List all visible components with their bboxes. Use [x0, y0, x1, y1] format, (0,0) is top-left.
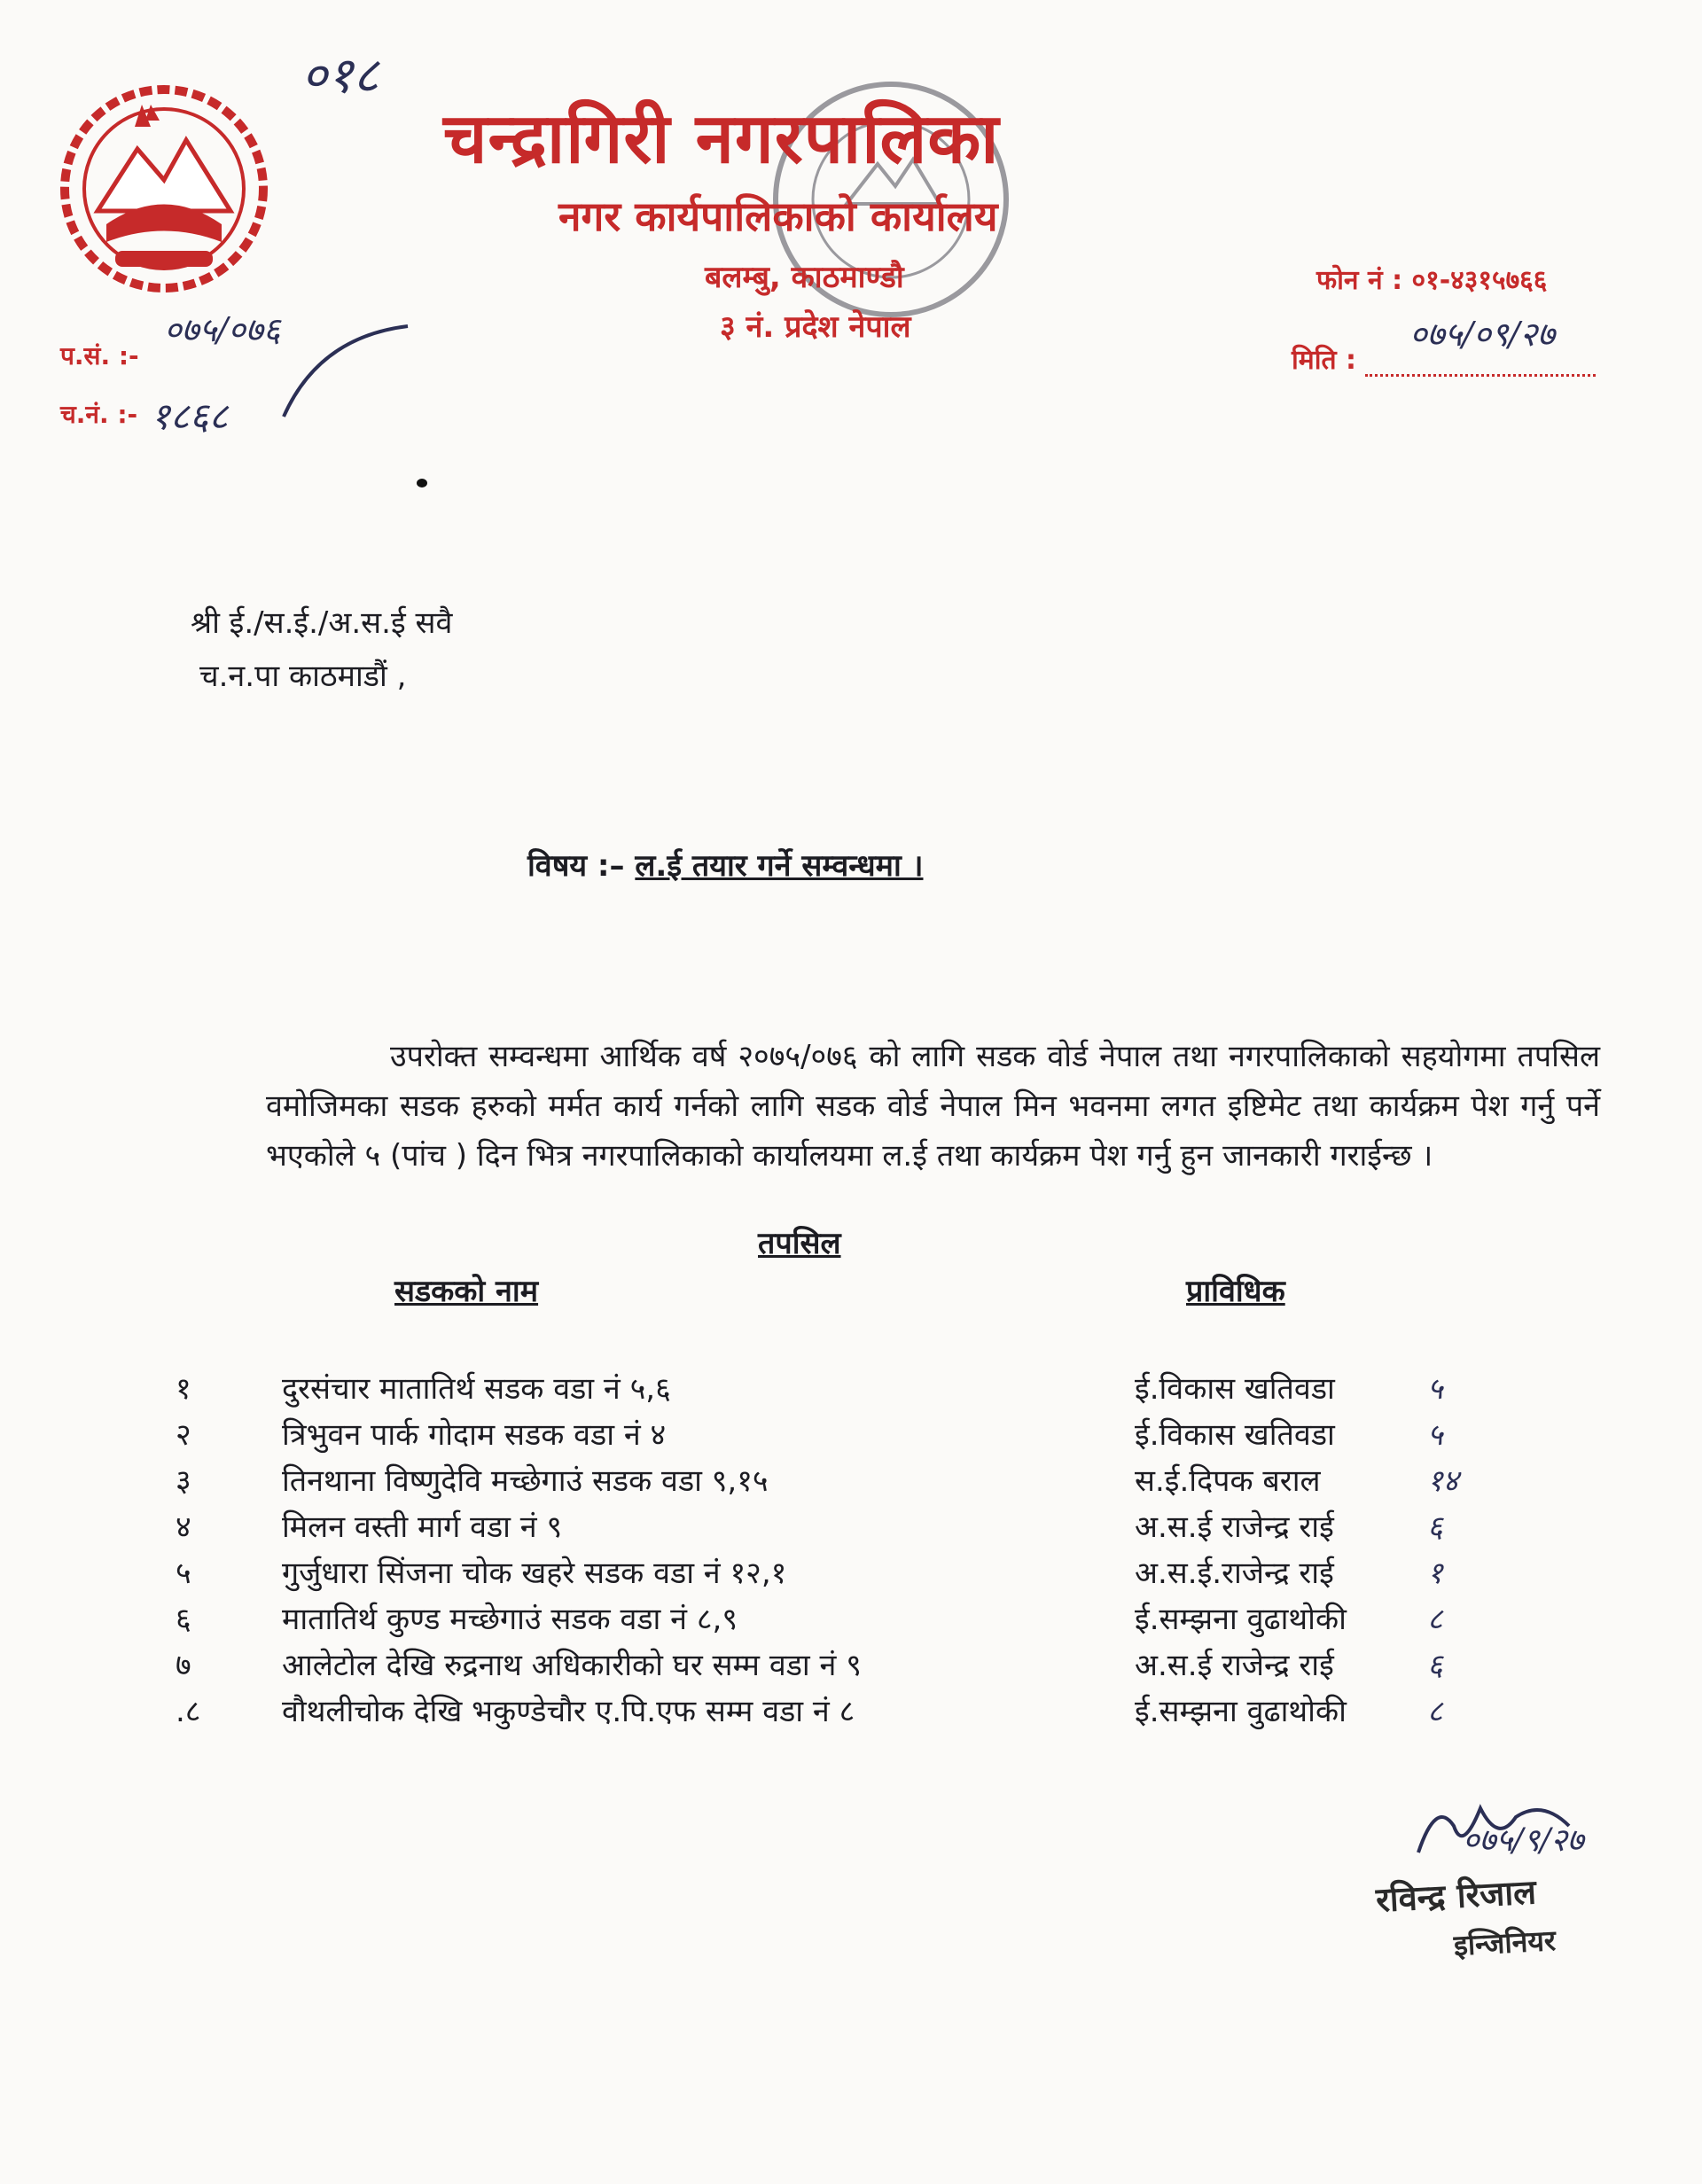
table-row	[0, 1643, 1702, 1689]
technician-name: ई.विकास खतिवडा	[1135, 1371, 1335, 1407]
row-number: ३	[176, 1463, 191, 1499]
nepal-emblem-logo	[53, 78, 275, 300]
subject-label: विषय :–	[527, 848, 625, 884]
handwritten-fiscal-year: ०७५/०७६	[164, 310, 281, 349]
technician-name: अ.स.ई राजेन्द्र राई	[1135, 1648, 1334, 1683]
handwritten-ward: ८	[1427, 1602, 1443, 1637]
table-row	[0, 1551, 1702, 1597]
handwritten-ward: ५	[1427, 1371, 1443, 1407]
road-name: तिनथाना विष्णुदेवि मच्छेगाउं सडक वडा ९,१५	[282, 1463, 769, 1499]
table-row	[0, 1505, 1702, 1551]
table-row	[0, 1367, 1702, 1413]
address-line-1: बलम्बु, काठमाण्डौ	[705, 260, 904, 295]
date-field	[1292, 340, 1596, 377]
table-title: तपसिल	[758, 1226, 841, 1261]
handwritten-ward: ६	[1427, 1648, 1443, 1683]
signature-date: ०७५/९/२७	[1463, 1822, 1584, 1859]
road-name: दुरसंचार मातातिर्थ सडक वडा नं ५,६	[282, 1371, 671, 1407]
subject-text: ल.ई तयार गर्ने सम्वन्धमा ।	[635, 848, 924, 884]
ink-dot	[417, 479, 427, 488]
chalani-number-label: च.नं. :-	[60, 400, 138, 429]
road-name: गुर्जुधारा सिंजना चोक खहरे सडक वडा नं १२,१	[282, 1556, 787, 1591]
column-header-technician: प्राविधिक	[1186, 1274, 1285, 1309]
table-row	[0, 1689, 1702, 1736]
body-text: उपरोक्त सम्वन्धमा आर्थिक वर्ष २०७५/०७६ को लागि सडक वोर्ड नेपाल तथा नगरपालिकाको सहयोगमा तपसिल वमोजिमका सडक हरुको मर्मत कार्य गर्नको लागि सडक वोर्ड नेपाल मिन भवनमा लगत इष्टिमेट तथा कार्यक्रम पेश गर्नु पर्ने भएकोले ५ (पांच ) दिन भित्र नगरपालिकाको कार्यालयमा ल.ई तथा कार्यक्रम पेश गर्नु हुन जानकारी गराईन्छ ।	[266, 1039, 1600, 1174]
handwritten-ward: ६	[1427, 1509, 1443, 1545]
road-name: मातातिर्थ कुण्ड मच्छेगाउं सडक वडा नं ८,९	[282, 1602, 738, 1637]
annotation-arrow	[266, 319, 443, 425]
recipient-line-1: श्री ई./स.ई./अ.स.ई सवै	[191, 605, 453, 641]
technician-name: अ.स.ई.राजेन्द्र राई	[1135, 1556, 1334, 1591]
phone-number: फोन नं : ०१-४३१५७६६	[1316, 265, 1548, 296]
technician-name: स.ई.दिपक बराल	[1135, 1463, 1321, 1499]
row-number: ५	[176, 1556, 191, 1591]
signatory-stamp-role: इन्जिनियर	[1453, 1923, 1557, 1962]
row-number: ७	[176, 1648, 191, 1683]
recipient-line-2: च.न.पा काठमाडौं ,	[199, 659, 407, 694]
handwritten-ward: १	[1427, 1556, 1443, 1591]
road-name: मिलन वस्ती मार्ग वडा नं ९	[282, 1509, 563, 1545]
body-paragraph	[266, 1032, 1600, 1181]
date-dotted-line	[1365, 374, 1596, 377]
subject-line	[527, 844, 923, 885]
road-name: वौथलीचोक देखि भकुण्डेचौर ए.पि.एफ सम्म वडा नं ८	[282, 1694, 855, 1729]
office-name: नगर कार्यपालिकाको कार्यालय	[558, 192, 998, 240]
handwritten-chalani-number: १८६८	[151, 394, 229, 438]
handwritten-ward: ८	[1427, 1694, 1443, 1729]
row-number: १	[176, 1371, 191, 1407]
date-label: मिति :	[1292, 345, 1357, 376]
technician-name: ई.विकास खतिवडा	[1135, 1417, 1335, 1453]
row-number: ४	[176, 1509, 191, 1545]
technician-name: ई.सम्झना वुढाथोकी	[1135, 1602, 1347, 1637]
row-number: .८	[176, 1694, 201, 1729]
handwritten-date: ०७५/०९/२७	[1409, 315, 1555, 354]
road-name: त्रिभुवन पार्क गोदाम सडक वडा नं ४	[282, 1417, 667, 1453]
technician-name: ई.सम्झना वुढाथोकी	[1135, 1694, 1347, 1729]
table-row	[0, 1413, 1702, 1459]
signatory-stamp-name: रविन्द्र रिजाल	[1375, 1872, 1537, 1920]
technician-name: अ.स.ई राजेन्द्र राई	[1135, 1509, 1334, 1545]
handwritten-ward: ५	[1427, 1417, 1443, 1453]
row-number: २	[176, 1417, 191, 1453]
road-name: आलेटोल देखि रुद्रनाथ अधिकारीको घर सम्म वडा नं ९	[282, 1648, 862, 1683]
municipality-name: चन्द्रागिरी नगरपालिका	[443, 99, 1000, 179]
table-row	[0, 1597, 1702, 1643]
handwritten-note: ०१८	[301, 47, 379, 105]
row-number: ६	[176, 1602, 191, 1637]
table-row	[0, 1459, 1702, 1505]
handwritten-ward: १४	[1427, 1463, 1459, 1499]
column-header-road: सडकको नाम	[394, 1274, 539, 1309]
address-line-2: ३ नं. प्रदेश नेपाल	[720, 309, 911, 345]
patra-sankhya-label: प.सं. :-	[60, 341, 139, 370]
